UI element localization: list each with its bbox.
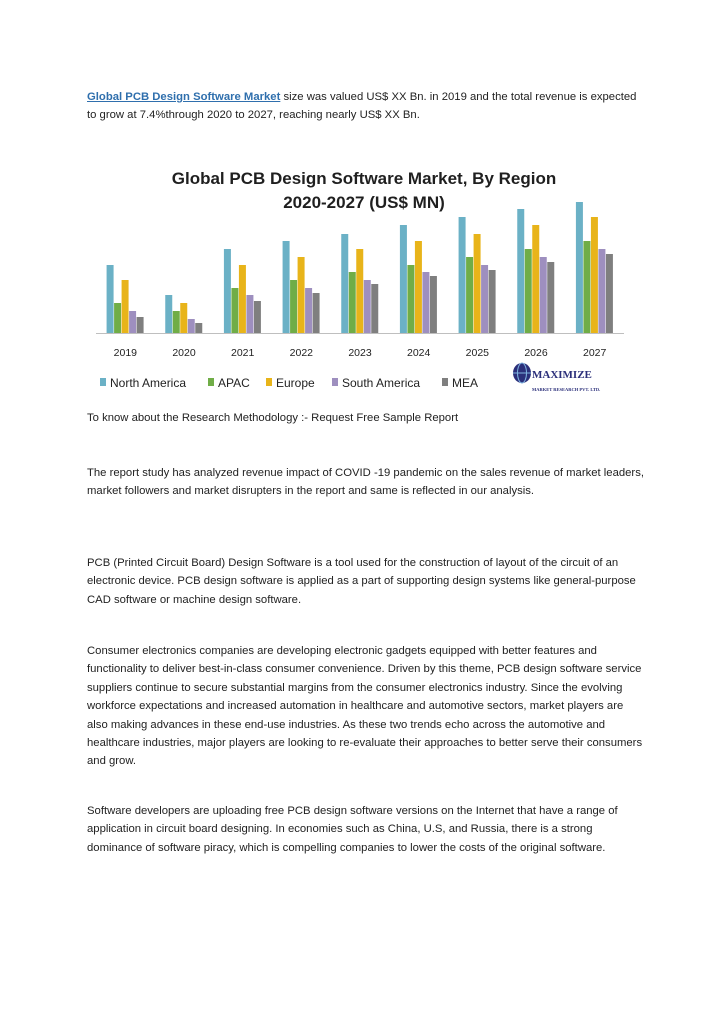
market-link[interactable]: Global PCB Design Software Market [87,91,281,103]
maximize-logo [513,363,600,392]
bar-south-america-2019 [129,311,136,333]
bar-mea-2019 [137,317,144,333]
chart-title-line-1: Global PCB Design Software Market, By Region [171,169,557,188]
chart-title-line-2: 2020-2027 (US$ MN) [283,193,445,212]
bar-apac-2019 [114,303,121,333]
bar-mea-2021 [254,301,261,333]
x-tick-2025: 2025 [465,347,490,359]
bar-north-america-2025 [459,217,466,333]
bar-mea-2020 [195,323,202,333]
bar-europe-2023 [356,249,363,333]
chart-svg [96,160,632,400]
legend-label-south-america: South America [342,376,421,390]
legend-label-europe: Europe [276,376,315,390]
bar-north-america-2019 [107,265,114,333]
bar-europe-2024 [415,241,422,333]
x-tick-2020: 2020 [172,347,196,359]
legend-swatch-europe [266,378,272,386]
intro-text: size was valued US$ XX Bn. in 2019 and the total revenue is expected to grow at 7.4%through 2020 to 2027, reaching nearly US$ XX Bn. [87,91,637,122]
chart-legend [100,376,478,390]
bar-europe-2026 [532,225,539,333]
bar-europe-2019 [122,280,129,333]
paragraph-methodology: To know about the Research Methodology :- Request Free Sample Report [87,412,459,424]
bar-south-america-2021 [246,295,253,333]
bar-apac-2025 [466,257,473,333]
bar-mea-2026 [547,262,554,333]
x-tick-2023: 2023 [348,347,372,359]
bar-apac-2022 [290,280,297,333]
legend-label-north-america: North America [110,376,187,390]
bar-mea-2024 [430,276,437,333]
bar-south-america-2020 [188,319,195,333]
x-tick-2027: 2027 [582,347,607,359]
paragraph-covid-impact: The report study has analyzed revenue impact of COVID -19 pandemic on the sales revenue of market leaders, market followers and market disrupters in the report and same is reflected in our analysis. [87,467,644,498]
bar-europe-2022 [298,257,305,333]
bar-europe-2020 [180,303,187,333]
paragraph-consumer-electronics: Consumer electronics companies are developing electronic gadgets equipped with better features and functionality to deliver best-in-class consumer convenience. Driven by this theme, PCB design software service suppliers continue to secure substantial margins from the consumer electronics industry. Since the evolving workforce expectations and increased automation in healthcare and automotive sectors, market players are also making advances in these end-use industries. As these two trends echo across the automotive and healthcare industries, major players are looking to re-evaluate their approaches to better serve their consumers and grow. [87,645,643,768]
bar-north-america-2020 [165,295,172,333]
bar-apac-2027 [583,241,590,333]
paragraph-definition: PCB (Printed Circuit Board) Design Software is a tool used for the construction of layout of the circuit of an electronic device. PCB design software is applied as a part of supporting design systems like general-purpose CAD software or machine design software. [87,557,636,606]
x-tick-2024: 2024 [406,347,431,359]
chart-bars [107,202,613,333]
bar-north-america-2026 [517,209,524,333]
x-axis-ticks [114,347,607,359]
bar-south-america-2025 [481,265,488,333]
bar-europe-2025 [474,234,481,333]
bar-apac-2023 [349,272,356,333]
bar-mea-2025 [489,270,496,333]
bar-south-america-2022 [305,288,312,333]
bar-south-america-2026 [540,257,547,333]
bar-mea-2022 [313,293,320,333]
bar-south-america-2024 [422,272,429,333]
bar-south-america-2027 [598,249,605,333]
bar-south-america-2023 [364,280,371,333]
intro-paragraph [87,88,647,125]
paragraph-software-piracy: Software developers are uploading free PCB design software versions on the Internet that have a range of application in circuit board designing. In economies such as China, U.S, and Russia, there is a strong dominance of software piracy, which is compelling companies to lower the costs of the original software. [87,805,618,854]
legend-label-apac: APAC [218,376,250,390]
regional-market-chart [96,160,632,400]
bar-north-america-2024 [400,225,407,333]
bar-apac-2021 [231,288,238,333]
logo-name: MAXIMIZE [532,369,592,381]
legend-swatch-south-america [332,378,338,386]
bar-north-america-2027 [576,202,583,333]
legend-swatch-mea [442,378,448,386]
legend-label-mea: MEA [452,376,479,390]
bar-mea-2027 [606,254,613,333]
bar-europe-2021 [239,265,246,333]
bar-apac-2024 [407,265,414,333]
logo-tagline: MARKET RESEARCH PVT. LTD. [532,387,601,392]
bar-north-america-2022 [283,241,290,333]
bar-apac-2026 [525,249,532,333]
x-tick-2021: 2021 [230,347,255,359]
legend-swatch-apac [208,378,214,386]
bar-mea-2023 [371,284,378,333]
x-tick-2026: 2026 [524,347,548,359]
bar-europe-2027 [591,217,598,333]
bar-north-america-2023 [341,234,348,333]
legend-swatch-north-america [100,378,106,386]
bar-north-america-2021 [224,249,231,333]
x-tick-2019: 2019 [113,347,138,359]
x-tick-2022: 2022 [289,347,314,359]
bar-apac-2020 [173,311,180,333]
